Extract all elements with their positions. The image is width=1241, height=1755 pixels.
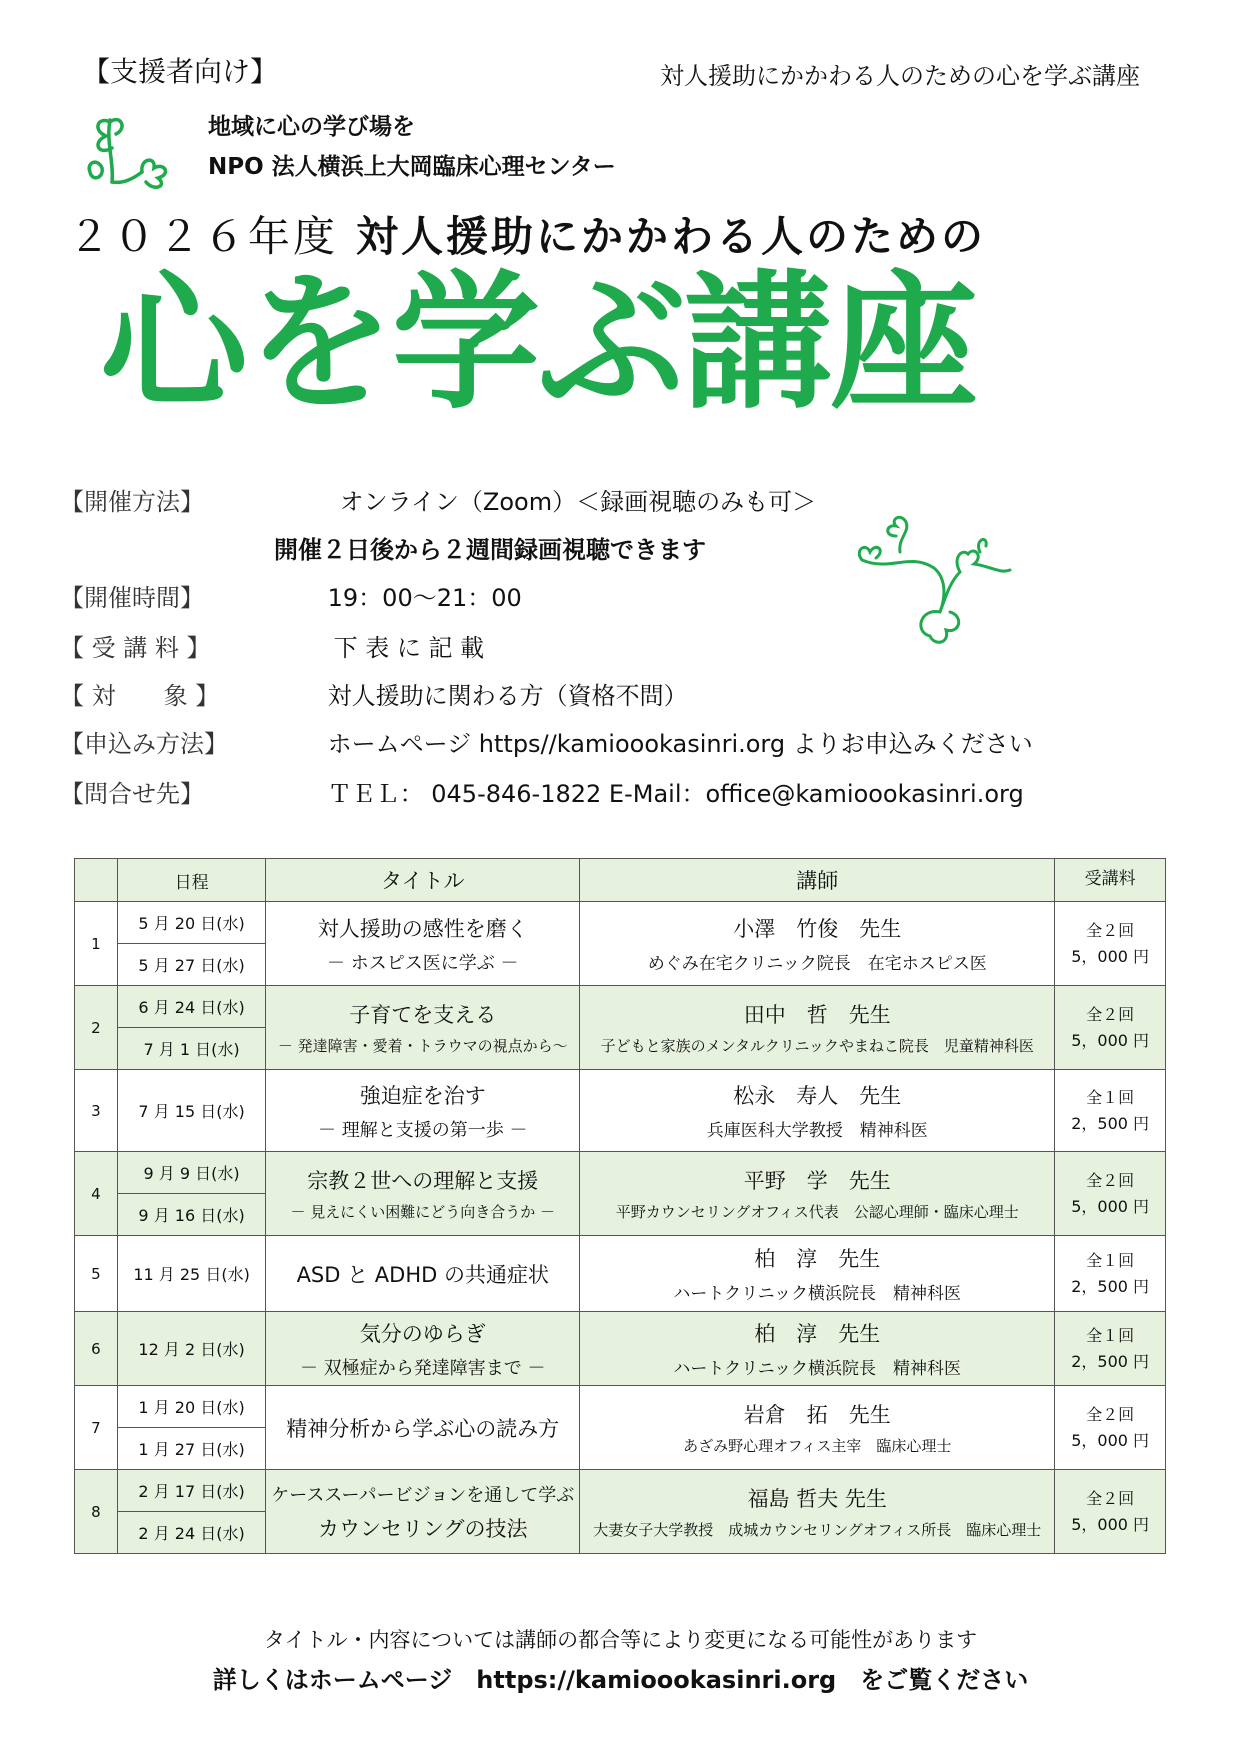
row-affiliation: 大妻女子大学教授 成城カウンセリングオフィス所長 臨床心理士	[593, 1521, 1042, 1539]
row-title-cell	[266, 1312, 580, 1386]
row-fee-count: 全１回	[1086, 1250, 1135, 1270]
info-contact-label: 【問合せ先】	[60, 780, 204, 808]
homepage-notice[interactable]: 詳しくはホームページ https://kamioookasinri.org をご覧ください	[212, 1666, 1029, 1694]
row-date: 1 月 20 日(水)	[117, 1386, 265, 1428]
info-time	[60, 578, 522, 613]
row-no: 6	[75, 1312, 118, 1386]
row-date: 9 月 16 日(水)	[117, 1194, 265, 1236]
row-no: 8	[75, 1470, 118, 1554]
row-fee: 2，500 円	[1071, 1351, 1150, 1371]
row-lecturer: 柏 淳 先生	[754, 1322, 881, 1346]
row-lecturer: 田中 哲 先生	[743, 1003, 891, 1027]
table-row	[75, 1236, 1166, 1312]
row-title: 宗教２世への理解と支援	[307, 1169, 539, 1193]
clover-logo-icon	[84, 112, 174, 192]
row-no: 7	[75, 1386, 118, 1470]
row-lecturer: 柏 淳 先生	[754, 1247, 881, 1271]
table-header-row	[75, 859, 1166, 902]
row-lecturer-cell	[580, 1470, 1055, 1554]
row-fee-cell	[1055, 1386, 1166, 1470]
row-fee: 5，000 円	[1071, 946, 1150, 966]
info-apply-value[interactable]: ホームページ https//kamioookasinri.org よりお申込みください	[327, 730, 1033, 758]
row-fee-cell	[1055, 1152, 1166, 1236]
info-target-label: 【 対 象 】	[60, 682, 220, 710]
row-date: 5 月 20 日(水)	[117, 902, 265, 944]
row-no: 1	[75, 902, 118, 986]
row-title: ケーススーパービジョンを通して学ぶ	[271, 1484, 575, 1506]
row-title: 気分のゆらぎ	[359, 1321, 486, 1346]
row-title-cell	[266, 1070, 580, 1152]
row-fee-count: 全２回	[1086, 1004, 1135, 1024]
row-fee-cell	[1055, 1070, 1166, 1152]
schedule-table	[74, 858, 1166, 1554]
row-lecturer-cell	[580, 902, 1055, 986]
row-date: 1 月 27 日(水)	[117, 1428, 265, 1470]
row-lecturer: 松永 寿人 先生	[733, 1084, 902, 1108]
row-subtitle: － 発達障害・愛着・トラウマの視点から～	[277, 1037, 568, 1055]
row-date: 9 月 9 日(水)	[117, 1152, 265, 1194]
row-lecturer-cell	[580, 1070, 1055, 1152]
info-target-value: 対人援助に関わる方（資格不問）	[327, 682, 688, 710]
recording-note: 開催２日後から２週間録画視聴できます	[274, 536, 706, 564]
row-fee-count: 全２回	[1086, 1170, 1135, 1190]
row-title: 精神分析から学ぶ心の読み方	[286, 1416, 560, 1441]
header-title: タイトル	[266, 859, 580, 902]
row-no: 2	[75, 986, 118, 1070]
row-lecturer-cell	[580, 1312, 1055, 1386]
info-time-value: 19：00～21：00	[327, 584, 522, 612]
header-fee: 受講料	[1055, 859, 1166, 902]
row-no: 5	[75, 1236, 118, 1312]
info-fee	[60, 628, 484, 663]
row-fee-cell	[1055, 1470, 1166, 1554]
row-affiliation: ハートクリニック横浜院長 精神科医	[673, 1284, 962, 1304]
row-lecturer-cell	[580, 1152, 1055, 1236]
row-fee: 5，000 円	[1071, 1514, 1150, 1534]
row-date: 2 月 17 日(水)	[117, 1470, 265, 1512]
row-date: 12 月 2 日(水)	[117, 1312, 265, 1386]
info-target	[60, 676, 688, 711]
row-subtitle: － 双極症から発達障害まで －	[300, 1357, 546, 1379]
program-subtitle	[68, 204, 986, 264]
row-date: 7 月 1 日(水)	[117, 1028, 265, 1070]
row-subtitle: － ホスピス医に学ぶ －	[327, 952, 519, 974]
row-lecturer-cell	[580, 1236, 1055, 1312]
row-fee-cell	[1055, 1312, 1166, 1386]
table-row	[75, 986, 1166, 1028]
org-name: NPO 法人横浜上大岡臨床心理センター	[208, 154, 616, 180]
row-title-cell	[266, 902, 580, 986]
row-lecturer: 平野 学 先生	[743, 1169, 891, 1193]
row-title-cell	[266, 1236, 580, 1312]
header-date: 日程	[117, 859, 265, 902]
org-tagline: 地域に心の学び場を	[208, 114, 415, 140]
info-method	[60, 482, 816, 517]
row-fee-count: 全２回	[1086, 1488, 1135, 1508]
row-lecturer: 岩倉 拓 先生	[743, 1403, 891, 1427]
info-fee-label: 【 受 講 料 】	[60, 634, 211, 662]
row-title: 強迫症を治す	[359, 1083, 486, 1108]
header-lecturer: 講師	[580, 859, 1055, 902]
row-lecturer: 小澤 竹俊 先生	[733, 917, 902, 941]
table-row	[75, 1152, 1166, 1194]
row-fee: 5，000 円	[1071, 1196, 1150, 1216]
row-title-cell	[266, 1386, 580, 1470]
row-date: 7 月 15 日(水)	[117, 1070, 265, 1152]
row-subtitle: － 見えにくい困難にどう向き合うか －	[290, 1203, 556, 1221]
row-title: 子育てを支える	[349, 1003, 497, 1027]
row-fee-cell	[1055, 902, 1166, 986]
row-fee-count: 全２回	[1086, 920, 1135, 940]
info-apply-label: 【申込み方法】	[60, 730, 228, 758]
table-row	[75, 902, 1166, 944]
info-method-label: 【開催方法】	[60, 488, 204, 516]
header-no	[75, 859, 118, 902]
row-fee-count: 全２回	[1086, 1404, 1135, 1424]
row-title: ASD と ADHD の共通症状	[296, 1262, 549, 1287]
row-title-cell	[266, 986, 580, 1070]
row-lecturer-cell	[580, 1386, 1055, 1470]
row-affiliation: ハートクリニック横浜院長 精神科医	[673, 1359, 962, 1379]
row-affiliation: あざみ野心理オフィス主宰 臨床心理士	[683, 1437, 952, 1455]
row-date: 11 月 25 日(水)	[117, 1236, 265, 1312]
subtitle-head: 対人援助	[356, 212, 537, 261]
info-contact-value[interactable]: ＴＥＬ： 045-846-1822 E-Mail：office@kamioookasinri.org	[327, 780, 1024, 808]
year-label: ２０２６年度	[68, 212, 339, 261]
row-affiliation: 子どもと家族のメンタルクリニックやまねこ院長 児童精神科医	[600, 1037, 1034, 1055]
row-affiliation: 平野カウンセリングオフィス代表 公認心理師・臨床心理士	[615, 1203, 1019, 1221]
info-apply	[60, 724, 1033, 759]
row-affiliation: 兵庫医科大学教授 精神科医	[706, 1121, 928, 1141]
row-lecturer-cell	[580, 986, 1055, 1070]
subtitle-tail: にかかわる人のための	[536, 212, 987, 261]
row-fee-cell	[1055, 986, 1166, 1070]
header-series-title: 対人援助にかかわる人のための心を学ぶ講座	[660, 62, 1140, 90]
table-row	[75, 1470, 1166, 1512]
info-method-value: オンライン（Zoom）＜録画視聴のみも可＞	[339, 488, 817, 516]
row-date: 2 月 24 日(水)	[117, 1512, 265, 1554]
row-fee: 5，000 円	[1071, 1430, 1150, 1450]
info-time-label: 【開催時間】	[60, 584, 204, 612]
row-date: 6 月 24 日(水)	[117, 986, 265, 1028]
row-date: 5 月 27 日(水)	[117, 944, 265, 986]
row-title-cell	[266, 1152, 580, 1236]
row-subtitle: － 理解と支援の第一歩 －	[318, 1119, 528, 1141]
row-fee: 2，500 円	[1071, 1276, 1150, 1296]
info-contact	[60, 774, 1024, 809]
row-fee-cell	[1055, 1236, 1166, 1312]
row-subtitle: カウンセリングの技法	[317, 1516, 528, 1541]
table-row	[75, 1312, 1166, 1386]
row-title-cell	[266, 1470, 580, 1554]
main-title: 心を学ぶ講座	[100, 257, 976, 429]
table-row	[75, 1386, 1166, 1428]
row-lecturer: 福島 哲夫 先生	[747, 1487, 887, 1511]
change-notice: タイトル・内容については講師の都合等により変更になる可能性があります	[263, 1628, 978, 1652]
row-no: 3	[75, 1070, 118, 1152]
table-row	[75, 1070, 1166, 1152]
info-fee-value: 下 表 に 記 載	[333, 634, 485, 662]
row-fee: 2，500 円	[1071, 1113, 1150, 1133]
sprout-decoration-icon	[850, 512, 1020, 652]
row-no: 4	[75, 1152, 118, 1236]
row-title: 対人援助の感性を磨く	[317, 916, 528, 941]
row-affiliation: めぐみ在宅クリニック院長 在宅ホスピス医	[647, 954, 987, 974]
audience-tag: 【支援者向け】	[82, 55, 279, 88]
row-fee: 5，000 円	[1071, 1030, 1150, 1050]
row-fee-count: 全１回	[1086, 1325, 1135, 1345]
row-fee-count: 全１回	[1086, 1087, 1135, 1107]
